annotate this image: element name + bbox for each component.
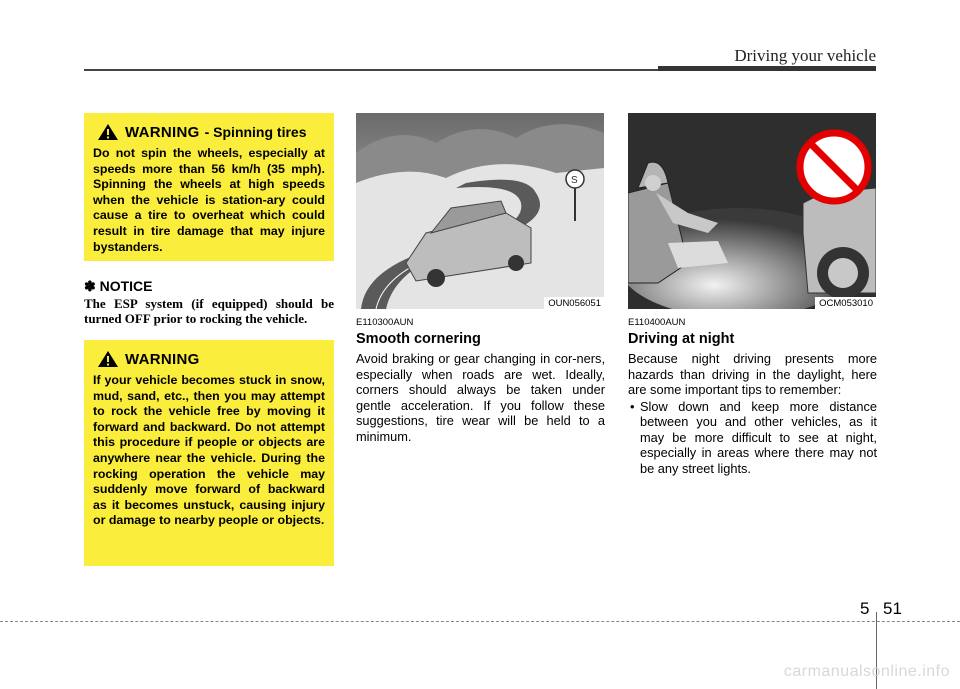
warning-stuck-box [84, 340, 334, 566]
section-title: Driving your vehicle [734, 46, 876, 65]
warning-stuck-text: If your vehicle becomes stuck in snow, mud, sand, etc., then you may attempt to rock the vehicle free by moving it forward and backward. Do not attempt this procedure if people or objects are anywhere near the vehicle. During the rocking operation the vehicle may suddenly move forward of backward as it becomes unstuck, causing injury or damage to nearby people or objects. [93, 373, 325, 528]
header-rule-accent [658, 66, 876, 71]
list-item [628, 399, 877, 477]
warning-subtitle: - Spinning tires [204, 124, 307, 140]
night-title: Driving at night [628, 331, 735, 347]
night-content [628, 351, 877, 476]
snowy-road-illustration [356, 113, 604, 309]
notice-title: ✽ NOTICE [84, 278, 153, 294]
cornering-section-code: E110300AUN [356, 317, 414, 328]
notice-text: The ESP system (if equipped) should be turned OFF prior to rocking the vehicle. [84, 296, 334, 326]
night-bullet-text: Slow down and keep more distance between you and other vehicles, as it may be more difficult to see at night, especially in areas where there may not be any street lights. [640, 398, 877, 476]
warning-spinning-title [93, 123, 325, 141]
watermark-text: carmanualsonline.info [783, 663, 950, 680]
warning-spinning-box [84, 113, 334, 261]
warning-stuck-title [93, 350, 325, 368]
warning-label: WARNING [125, 350, 200, 368]
svg-text:S: S [571, 175, 578, 186]
warning-spinning-text: Do not spin the wheels, especially at speeds more than 56 km/h (35 mph). Spinning the wheels at high speeds when the vehicle is station-ary could cause a tire to overheat which could result in tire damage that may injure bystanders. [93, 146, 325, 254]
night-image-code: OCM053010 [815, 297, 876, 309]
warning-label: WARNING [125, 123, 200, 141]
footer-rule [0, 621, 960, 622]
bullet-dot: • [630, 398, 635, 414]
page-number: 51 [883, 599, 902, 618]
header-rule [84, 69, 658, 71]
cornering-photo [356, 113, 604, 309]
cornering-image-code: OUN056051 [544, 297, 604, 309]
night-intro-text: Because night driving presents more hazards than driving in the daylight, here are some important tips to remember: [628, 351, 877, 397]
cornering-text: Avoid braking or gear changing in cor-ners, especially when roads are wet. Ideally, corners should always be taken under gentle acceleration. If you follow these suggestions, tire wear will be held to a minimum. [356, 351, 605, 444]
night-driving-illustration [628, 113, 876, 309]
night-section-code: E110400AUN [628, 317, 686, 328]
chapter-number: 5 [860, 599, 870, 618]
warning-icon [97, 350, 119, 368]
cornering-title: Smooth cornering [356, 331, 481, 347]
warning-icon [97, 123, 119, 141]
night-photo [628, 113, 876, 309]
